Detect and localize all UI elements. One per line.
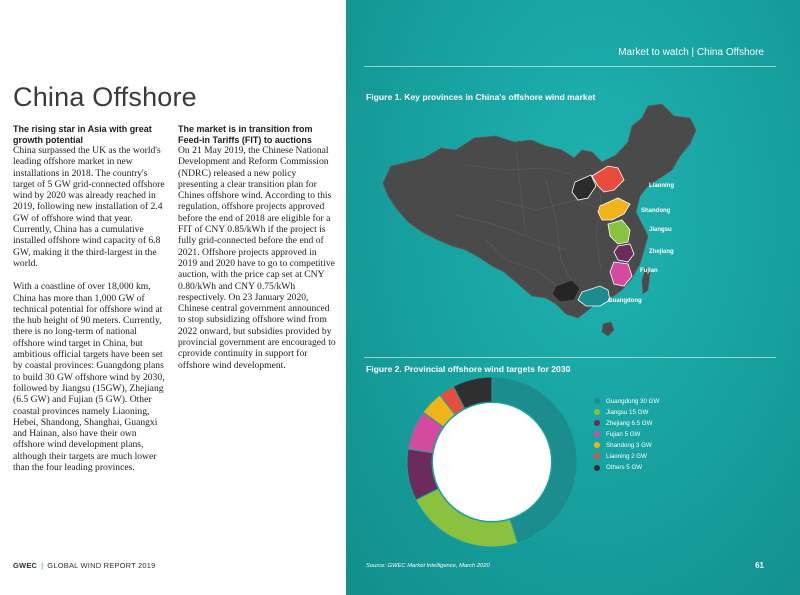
column-1 [13, 124, 165, 485]
legend-label: Fujian 5 GW [606, 430, 641, 438]
donut-hole [433, 403, 551, 521]
footer-left [13, 561, 156, 570]
map-label-zhejiang: Zhejiang [649, 249, 674, 255]
donut-slice-shandong [423, 395, 455, 427]
figure-rule [364, 357, 776, 358]
figure-1-title: Figure 1. Key provinces in China's offshore wind market [366, 92, 596, 102]
hainan-island [602, 322, 614, 336]
legend-label: Shandong 3 GW [606, 441, 652, 449]
legend-label: Guangdong 30 GW [606, 397, 660, 405]
legend-swatch [594, 442, 600, 448]
donut-slice-zhejiang [407, 449, 438, 500]
column-1-paragraph-1: China surpassed the UK as the world's leading offshore market in new installations in 2018. The country's target of 5 GW grid-connected offshore wind by 2020 was already reached in 2019, following new installation of 2.4 GW of offshore wind that year. Currently, China has a cumulative installed offshore wind capacity of 6.8 GW, making it the third-largest in the world. [13, 145, 165, 269]
chart-legend [594, 396, 659, 474]
legend-label: Zhejiang 6.5 GW [606, 419, 653, 427]
map-label-guangdong: Guangdong [608, 298, 642, 304]
legend-item-jiangsu [594, 407, 659, 417]
legend-label: Liaoning 2 GW [606, 452, 647, 460]
legend-item-fujian [594, 429, 659, 439]
legend-item-zhejiang [594, 418, 659, 428]
map-label-liaoning: Liaoning [649, 183, 674, 189]
donut-slice-jiangsu [416, 489, 518, 547]
legend-label: Jiangsu 15 GW [606, 408, 649, 416]
footer-report-name: GLOBAL WIND REPORT 2019 [47, 561, 156, 570]
legend-item-shandong [594, 440, 659, 450]
footer-separator: | [41, 561, 44, 570]
section-header: Market to watch | China Offshore [618, 47, 764, 58]
right-page [346, 0, 800, 595]
page-number: 61 [755, 561, 764, 570]
legend-swatch [594, 409, 600, 415]
figure-2-title: Figure 2. Provincial offshore wind targets for 2030 [366, 364, 571, 374]
column-1-paragraph-2: With a coastline of over 18,000 km, China has more than 1,000 GW of technical potential for offshore wind at the hub height of 90 meters. Currently, there is no long-term of national offshore wind target in China, but ambitious official targets have been set by coastal provinces: Guangdong plans to build 30 GW offshore wind by 2030, followed by Jiangsu (15GW), Zhejiang (6.5 GW) and Fujian (5 GW). Other coastal provinces namely Liaoning, Hebei, Shandong, Shanghai, Guangxi and Hainan, also have their own offshore wind development plans, although their targets are much lower than the four leading provinces. [13, 281, 165, 474]
legend-swatch [594, 465, 600, 471]
legend-item-others [594, 463, 659, 473]
map-label-fujian: Fujian [640, 268, 658, 274]
legend-item-guangdong [594, 396, 659, 406]
legend-swatch [594, 398, 600, 404]
china-map-base [383, 104, 696, 336]
map-label-jiangsu: Jiangsu [649, 227, 672, 233]
donut-slice-fujian [408, 412, 443, 453]
legend-swatch [594, 431, 600, 437]
footer-org: GWEC [13, 561, 38, 570]
column-1-heading: The rising star in Asia with great growth potential [13, 124, 152, 145]
legend-label: Others 5 GW [606, 464, 643, 472]
map-label-shandong: Shandong [641, 208, 671, 214]
donut-slice-guangdong [492, 377, 577, 543]
legend-item-liaoning [594, 451, 659, 461]
left-page [0, 0, 346, 595]
legend-swatch [594, 420, 600, 426]
column-2 [178, 124, 338, 383]
china-map [346, 0, 800, 360]
donut-slice-others [453, 377, 492, 409]
source-note: Source: GWEC Market Intelligence, March 2020 [366, 563, 490, 569]
donut-slice-liaoning [440, 386, 465, 414]
legend-swatch [594, 453, 600, 459]
column-2-heading: The market is in transition from Feed-in Tariffs (FIT) to auctions [178, 124, 313, 145]
column-2-paragraph-1: On 21 May 2019, the Chinese National Development and Reform Commission (NDRC) released a new policy presenting a clear transition plan for Chines offshore wind. According to this regulation, offshore projects approved before the end of 2018 are eligible for a FIT of CNY 0.85/kWh if the project is fully grid-connected before the end of 2021. Offshore projects approved in 2019 and 2020 have to go to competitive auction, with the price cap set at CNY 0.80/kWh and CNY 0.75/kWh respectively. On 23 January 2020, Chinese central government announced to stop subsidizing offshore wind from 2022 onward, but subsidies provided by provincial government are encouraged to cprovide continuity in support for offshore wind development. [178, 145, 336, 371]
page-title: China Offshore [13, 82, 197, 112]
